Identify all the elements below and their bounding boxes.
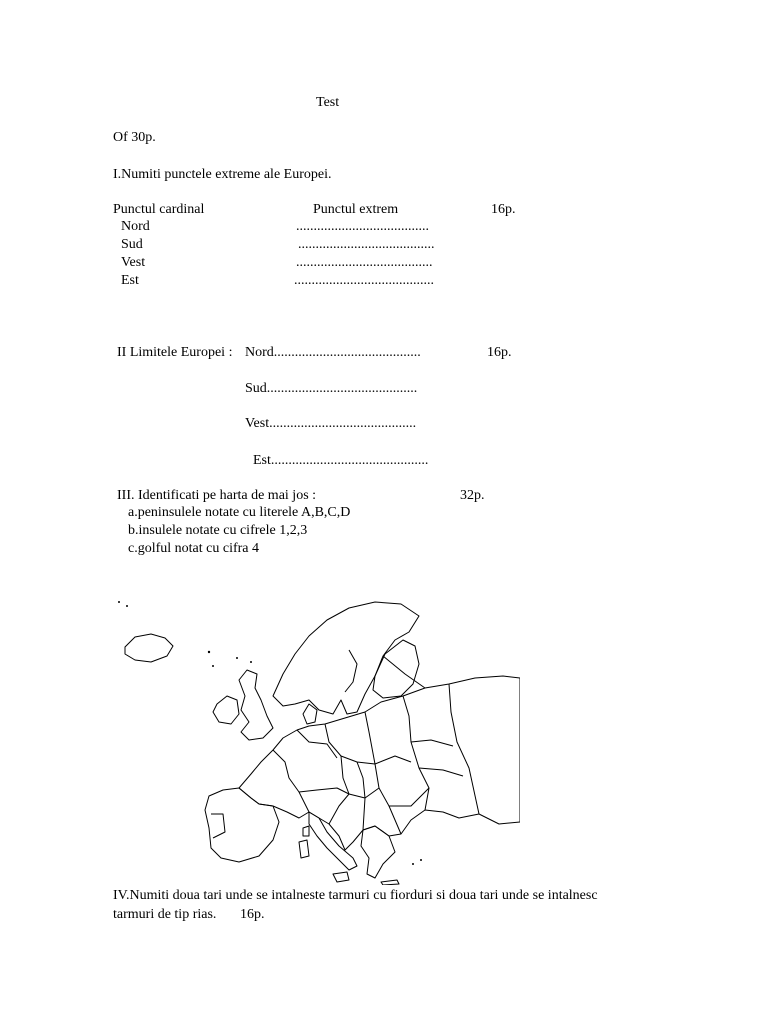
section3-item-c: c.golful notat cu cifra 4 (128, 541, 260, 556)
section4-points: 16p. (240, 907, 265, 922)
europe-outline-map (113, 592, 520, 885)
map-island-dot (208, 651, 210, 653)
section1-points: 16p. (491, 202, 516, 217)
map-iceland (125, 634, 173, 662)
oficiu-points: Of 30p. (113, 130, 156, 145)
map-ireland (213, 696, 239, 724)
map-great-britain (239, 670, 273, 740)
section4-line1: IV.Numiti doua tari unde se intalneste tarmuri cu fiorduri si doua tari unde se intalnesc (113, 888, 598, 903)
map-sardinia (299, 840, 309, 858)
section1-col-point: Punctul cardinal (113, 202, 205, 217)
map-sicily (333, 872, 349, 882)
map-island-dot (126, 605, 128, 607)
section3-item-b: b.insulele notate cu cifrele 1,2,3 (128, 523, 308, 538)
map-island-dot (212, 665, 214, 667)
section2-row-nord: Nord.......................................... (245, 345, 421, 360)
section3-item-a: a.peninsulele notate cu literele A,B,C,D (128, 505, 351, 520)
section1-row-vest-dots: ....................................... (296, 255, 433, 270)
section2-row-sud: Sud........................................... (245, 381, 418, 396)
map-island-dot (420, 859, 422, 861)
section2-points: 16p. (487, 345, 512, 360)
section1-row-sud-label: Sud (121, 237, 143, 252)
map-italy (309, 812, 357, 870)
section1-row-nord-label: Nord (121, 219, 150, 234)
section2-heading: II Limitele Europei : (117, 345, 233, 360)
page-title: Test (316, 95, 340, 110)
map-finland (373, 640, 419, 698)
section4-line2: tarmuri de tip rias. (113, 907, 217, 922)
section1-row-vest-label: Vest (121, 255, 146, 270)
map-corsica (303, 826, 309, 836)
section1-col-extreme: Punctul extrem (313, 202, 399, 217)
map-island-dot (250, 661, 252, 663)
section2-row-est: Est............................................. (253, 453, 429, 468)
section1-row-est-label: Est (121, 273, 139, 288)
section2-row-vest: Vest.......................................... (245, 416, 417, 431)
map-island-dot (118, 601, 120, 603)
section1-row-est-dots: ........................................ (294, 273, 434, 288)
section1-heading: I.Numiti punctele extreme ale Europei. (113, 167, 332, 182)
section1-row-sud-dots: ....................................... (298, 237, 435, 252)
section3-heading: III. Identificati pe harta de mai jos : (117, 488, 317, 503)
map-denmark (303, 704, 317, 724)
map-island-dot (412, 863, 414, 865)
map-mainland (239, 676, 520, 850)
map-iberia (205, 788, 279, 862)
section1-row-nord-dots: ...................................... (296, 219, 429, 234)
section3-points: 32p. (460, 488, 485, 503)
map-island-dot (236, 657, 238, 659)
